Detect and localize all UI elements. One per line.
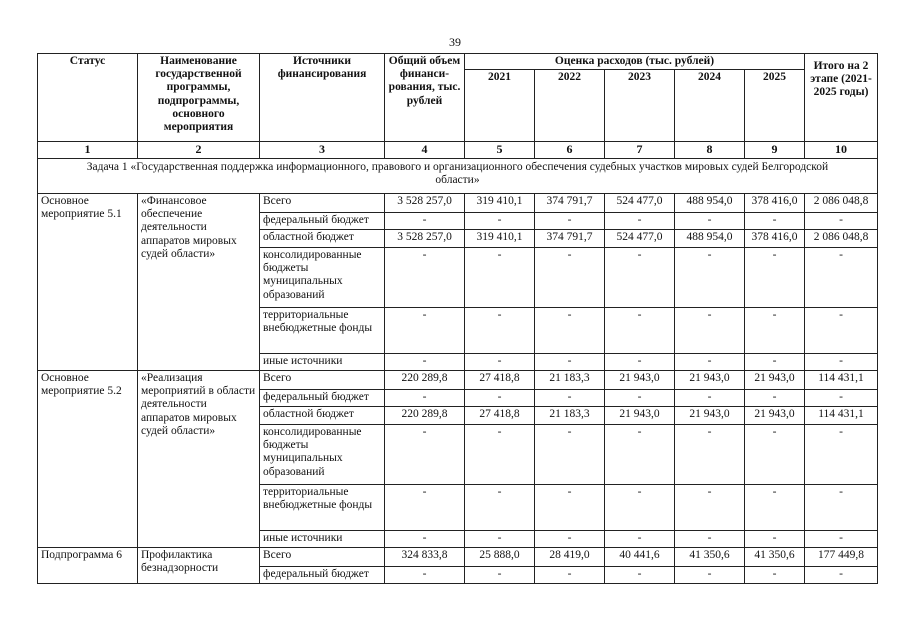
value-cell: -	[605, 567, 675, 584]
task-title: Задача 1 «Государственная поддержка информационного, правового и организационного обеспечения судебных участков мировых судей Белгородской области»	[38, 159, 878, 194]
value-cell: 2 086 048,8	[805, 194, 878, 213]
col-number: 6	[535, 142, 605, 159]
value-cell: 374 791,7	[535, 194, 605, 213]
value-cell: -	[385, 308, 465, 354]
financing-table	[37, 53, 878, 584]
value-cell: -	[605, 531, 675, 548]
header-total-stage: Итого на 2 этапе (2021-2025 годы)	[805, 54, 878, 142]
value-cell: -	[675, 567, 745, 584]
table-row	[38, 371, 878, 390]
value-cell: -	[605, 425, 675, 485]
value-cell: -	[805, 308, 878, 354]
col-number: 1	[38, 142, 138, 159]
value-cell: -	[605, 248, 675, 308]
table-row	[38, 548, 878, 567]
source-cell: областной бюджет	[260, 230, 385, 248]
value-cell: -	[605, 308, 675, 354]
status-cell: Основное мероприятие 5.2	[38, 371, 138, 548]
value-cell: -	[745, 390, 805, 407]
value-cell: -	[385, 213, 465, 230]
value-cell: -	[465, 485, 535, 531]
value-cell: -	[805, 213, 878, 230]
header-status: Статус	[38, 54, 138, 142]
value-cell: 319 410,1	[465, 230, 535, 248]
header-year: 2024	[675, 70, 745, 142]
value-cell: -	[465, 390, 535, 407]
value-cell: 21 943,0	[745, 407, 805, 425]
value-cell: -	[385, 390, 465, 407]
value-cell: 27 418,8	[465, 371, 535, 390]
value-cell: 21 943,0	[675, 371, 745, 390]
value-cell: -	[465, 567, 535, 584]
value-cell: -	[465, 531, 535, 548]
header-year: 2023	[605, 70, 675, 142]
value-cell: 21 183,3	[535, 371, 605, 390]
source-cell: консолидированные бюджеты муниципальных образований	[260, 425, 385, 485]
value-cell: -	[605, 213, 675, 230]
value-cell: 40 441,6	[605, 548, 675, 567]
value-cell: -	[385, 248, 465, 308]
header-sources: Источники финансирования	[260, 54, 385, 142]
value-cell: -	[805, 567, 878, 584]
value-cell: -	[745, 213, 805, 230]
value-cell: -	[675, 390, 745, 407]
value-cell: -	[385, 354, 465, 371]
value-cell: -	[745, 567, 805, 584]
value-cell: -	[745, 354, 805, 371]
source-cell: областной бюджет	[260, 407, 385, 425]
status-cell: Основное мероприятие 5.1	[38, 194, 138, 371]
name-cell: Профилактика безнадзорности	[138, 548, 260, 584]
column-numbers-row	[38, 142, 878, 159]
value-cell: 21 183,3	[535, 407, 605, 425]
header-row	[38, 54, 878, 70]
name-cell: «Реализация мероприятий в области деятельности аппаратов мировых судей области»	[138, 371, 260, 548]
col-number: 2	[138, 142, 260, 159]
value-cell: -	[805, 425, 878, 485]
value-cell: -	[745, 485, 805, 531]
value-cell: -	[385, 567, 465, 584]
source-cell: консолидированные бюджеты муниципальных образований	[260, 248, 385, 308]
col-number: 3	[260, 142, 385, 159]
value-cell: 3 528 257,0	[385, 194, 465, 213]
source-cell: иные источники	[260, 354, 385, 371]
source-cell: Всего	[260, 548, 385, 567]
status-cell: Подпрограмма 6	[38, 548, 138, 584]
col-number: 7	[605, 142, 675, 159]
name-cell: «Финансовое обеспечение деятельности аппаратов мировых судей области»	[138, 194, 260, 371]
value-cell: 114 431,1	[805, 371, 878, 390]
value-cell: -	[465, 213, 535, 230]
value-cell: 21 943,0	[605, 371, 675, 390]
value-cell: -	[675, 425, 745, 485]
value-cell: -	[535, 248, 605, 308]
col-number: 10	[805, 142, 878, 159]
value-cell: 3 528 257,0	[385, 230, 465, 248]
value-cell: 25 888,0	[465, 548, 535, 567]
header-year: 2025	[745, 70, 805, 142]
value-cell: -	[535, 567, 605, 584]
value-cell: -	[745, 248, 805, 308]
source-cell: федеральный бюджет	[260, 567, 385, 584]
value-cell: -	[675, 531, 745, 548]
col-number: 5	[465, 142, 535, 159]
value-cell: 177 449,8	[805, 548, 878, 567]
value-cell: -	[605, 485, 675, 531]
value-cell: -	[465, 354, 535, 371]
value-cell: -	[385, 425, 465, 485]
value-cell: -	[385, 485, 465, 531]
source-cell: федеральный бюджет	[260, 390, 385, 407]
col-number: 9	[745, 142, 805, 159]
source-cell: иные источники	[260, 531, 385, 548]
value-cell: -	[385, 531, 465, 548]
value-cell: -	[805, 390, 878, 407]
value-cell: 378 416,0	[745, 230, 805, 248]
col-number: 8	[675, 142, 745, 159]
header-year: 2021	[465, 70, 535, 142]
value-cell: -	[805, 248, 878, 308]
value-cell: 319 410,1	[465, 194, 535, 213]
value-cell: 27 418,8	[465, 407, 535, 425]
header-name: Наименование государственной программы, подпрограммы, основного мероприятия	[138, 54, 260, 142]
value-cell: -	[805, 531, 878, 548]
value-cell: -	[745, 425, 805, 485]
value-cell: 2 086 048,8	[805, 230, 878, 248]
value-cell: -	[535, 425, 605, 485]
value-cell: 21 943,0	[605, 407, 675, 425]
source-cell: территориальные внебюджетные фонды	[260, 308, 385, 354]
value-cell: 220 289,8	[385, 407, 465, 425]
value-cell: -	[605, 390, 675, 407]
value-cell: -	[535, 531, 605, 548]
source-cell: Всего	[260, 194, 385, 213]
value-cell: -	[675, 213, 745, 230]
value-cell: 28 419,0	[535, 548, 605, 567]
table-row	[38, 194, 878, 213]
value-cell: 488 954,0	[675, 194, 745, 213]
value-cell: -	[535, 485, 605, 531]
value-cell: -	[805, 354, 878, 371]
value-cell: -	[535, 354, 605, 371]
source-cell: федеральный бюджет	[260, 213, 385, 230]
value-cell: -	[605, 354, 675, 371]
value-cell: -	[805, 485, 878, 531]
value-cell: -	[745, 308, 805, 354]
value-cell: 41 350,6	[745, 548, 805, 567]
value-cell: 21 943,0	[675, 407, 745, 425]
value-cell: 524 477,0	[605, 230, 675, 248]
value-cell: 220 289,8	[385, 371, 465, 390]
source-cell: Всего	[260, 371, 385, 390]
value-cell: -	[465, 248, 535, 308]
value-cell: -	[465, 308, 535, 354]
value-cell: 374 791,7	[535, 230, 605, 248]
value-cell: 21 943,0	[745, 371, 805, 390]
value-cell: -	[535, 308, 605, 354]
value-cell: -	[535, 213, 605, 230]
value-cell: -	[675, 308, 745, 354]
page-number: 39	[449, 35, 461, 49]
source-cell: территориальные внебюджетные фонды	[260, 485, 385, 531]
value-cell: 524 477,0	[605, 194, 675, 213]
value-cell: 378 416,0	[745, 194, 805, 213]
value-cell: 114 431,1	[805, 407, 878, 425]
header-year: 2022	[535, 70, 605, 142]
value-cell: 41 350,6	[675, 548, 745, 567]
col-number: 4	[385, 142, 465, 159]
header-estimate: Оценка расходов (тыс. рублей)	[465, 54, 805, 70]
value-cell: -	[675, 354, 745, 371]
value-cell: 488 954,0	[675, 230, 745, 248]
header-total-volume: Общий объем финанси-рования, тыс. рублей	[385, 54, 465, 142]
task-row	[38, 159, 878, 194]
value-cell: -	[465, 425, 535, 485]
value-cell: -	[675, 485, 745, 531]
value-cell: -	[535, 390, 605, 407]
value-cell: 324 833,8	[385, 548, 465, 567]
value-cell: -	[745, 531, 805, 548]
value-cell: -	[675, 248, 745, 308]
